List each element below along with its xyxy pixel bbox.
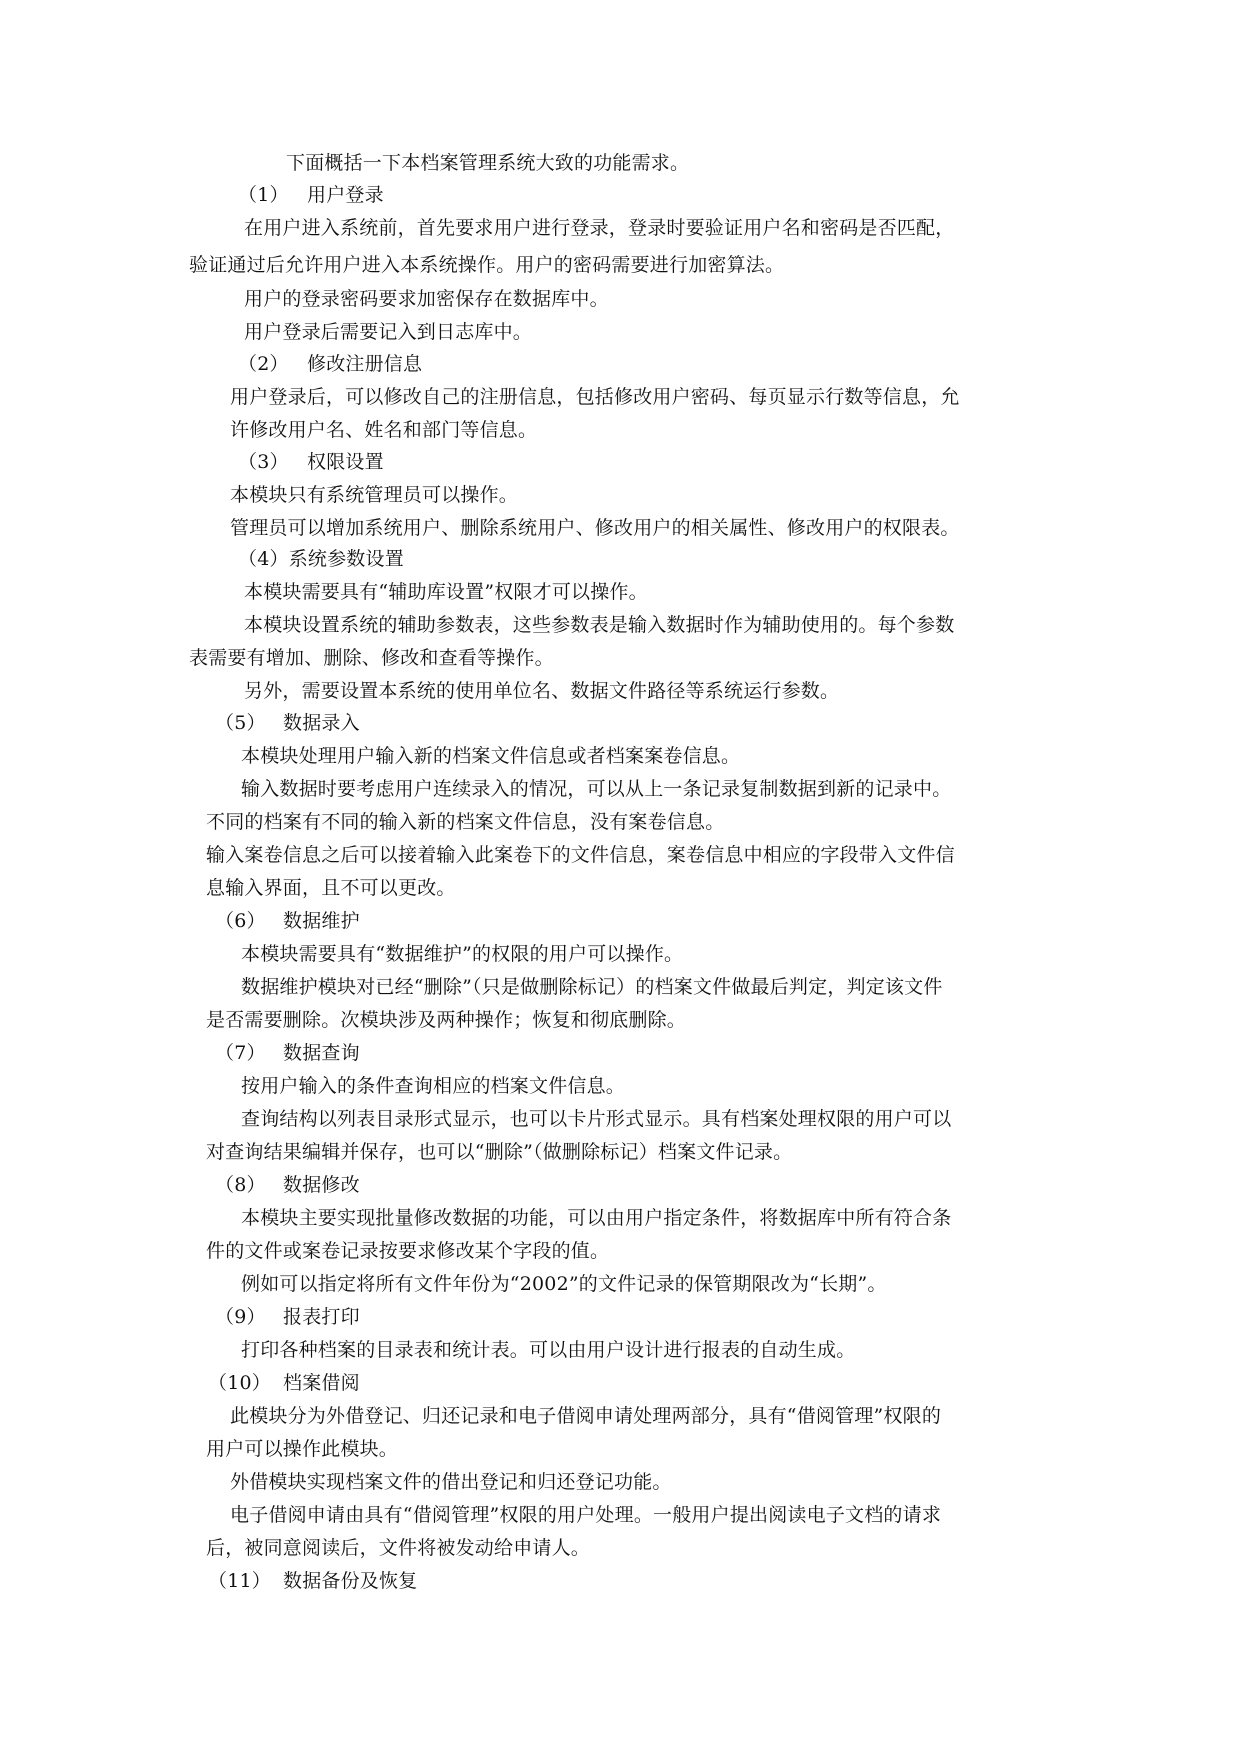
section-3-title: 权限设置 (307, 451, 384, 473)
paragraph-line: 另外，需要设置本系统的使用单位名、数据文件路径等系统运行参数。 (244, 680, 840, 702)
paragraph-line: 在用户进入系统前，首先要求用户进行登录，登录时要验证用户名和密码是否匹配， (244, 217, 955, 239)
paragraph-line: 本模块主要实现批量修改数据的功能，可以由用户指定条件，将数据库中所有符合条 (241, 1207, 952, 1229)
section-10-title: 档案借阅 (283, 1372, 360, 1394)
paragraph-line: 数据维护模块对已经“删除”（只是做删除标记）的档案文件做最后判定，判定该文件 (241, 976, 943, 998)
paragraph-line: 用户登录后，可以修改自己的注册信息，包括修改用户密码、每页显示行数等信息，允 (230, 386, 960, 408)
paragraph-line: 息输入界面，且不可以更改。 (206, 877, 456, 899)
paragraph-line: 用户的登录密码要求加密保存在数据库中。 (244, 288, 609, 310)
section-9-number: （9） (215, 1306, 266, 1328)
paragraph-line: 管理员可以增加系统用户、删除系统用户、修改用户的相关属性、修改用户的权限表。 (230, 517, 960, 539)
section-11-title: 数据备份及恢复 (283, 1570, 418, 1592)
paragraph-line: 件的文件或案卷记录按要求修改某个字段的值。 (206, 1240, 610, 1262)
paragraph-line: 对查询结果编辑并保存，也可以“删除”（做删除标记）档案文件记录。 (206, 1141, 793, 1163)
intro-line: 下面概括一下本档案管理系统大致的功能需求。 (286, 152, 690, 174)
section-8-number: （8） (215, 1174, 266, 1196)
paragraph-line: 本模块需要具有“数据维护”的权限的用户可以操作。 (241, 943, 684, 965)
paragraph-line: 本模块设置系统的辅助参数表，这些参数表是输入数据时作为辅助使用的。每个参数 (244, 614, 955, 636)
section-9-title: 报表打印 (283, 1306, 360, 1328)
paragraph-line: 本模块需要具有“辅助库设置”权限才可以操作。 (244, 581, 648, 603)
section-7-title: 数据查询 (283, 1042, 360, 1064)
section-6-title: 数据维护 (283, 910, 360, 932)
paragraph-line: 电子借阅申请由具有“借阅管理”权限的用户处理。一般用户提出阅读电子文档的请求 (230, 1504, 942, 1526)
paragraph-line: 表需要有增加、删除、修改和查看等操作。 (189, 647, 554, 669)
section-6-number: （6） (215, 910, 266, 932)
paragraph-line: 外借模块实现档案文件的借出登记和归还登记功能。 (230, 1471, 672, 1493)
section-2-title: 修改注册信息 (307, 353, 423, 375)
paragraph-line: 后，被同意阅读后，文件将被发动给申请人。 (206, 1537, 591, 1559)
paragraph-line: 不同的档案有不同的输入新的档案文件信息，没有案卷信息。 (206, 811, 725, 833)
section-8-title: 数据修改 (283, 1174, 360, 1196)
paragraph-line: 打印各种档案的目录表和统计表。可以由用户设计进行报表的自动生成。 (241, 1339, 856, 1361)
paragraph-line: 本模块处理用户输入新的档案文件信息或者档案案卷信息。 (241, 745, 741, 767)
section-1-title: 用户登录 (307, 184, 384, 206)
section-4-heading: （4）系统参数设置 (238, 548, 404, 570)
section-7-number: （7） (215, 1042, 266, 1064)
section-11-number: （11） (208, 1570, 271, 1592)
section-2-number: （2） (238, 353, 289, 375)
paragraph-line: 验证通过后允许用户进入本系统操作。用户的密码需要进行加密算法。 (189, 254, 785, 276)
paragraph-line: 本模块只有系统管理员可以操作。 (230, 484, 519, 506)
section-5-title: 数据录入 (283, 712, 360, 734)
paragraph-line: 例如可以指定将所有文件年份为“2002”的文件记录的保管期限改为“长期”。 (241, 1273, 887, 1295)
paragraph-line: 按用户输入的条件查询相应的档案文件信息。 (241, 1075, 626, 1097)
section-1-number: （1） (238, 184, 289, 206)
paragraph-line: 用户可以操作此模块。 (206, 1438, 399, 1460)
paragraph-line: 此模块分为外借登记、归还记录和电子借阅申请处理两部分，具有“借阅管理”权限的 (230, 1405, 942, 1427)
paragraph-line: 查询结构以列表目录形式显示，也可以卡片形式显示。具有档案处理权限的用户可以 (241, 1108, 952, 1130)
section-3-number: （3） (238, 451, 289, 473)
paragraph-line: 输入案卷信息之后可以接着输入此案卷下的文件信息，案卷信息中相应的字段带入文件信 (206, 844, 955, 866)
paragraph-line: 输入数据时要考虑用户连续录入的情况，可以从上一条记录复制数据到新的记录中。 (241, 778, 952, 800)
paragraph-line: 许修改用户名、姓名和部门等信息。 (230, 419, 538, 441)
section-10-number: （10） (208, 1372, 271, 1394)
paragraph-line: 是否需要删除。次模块涉及两种操作；恢复和彻底删除。 (206, 1009, 687, 1031)
section-5-number: （5） (215, 712, 266, 734)
paragraph-line: 用户登录后需要记入到日志库中。 (244, 321, 533, 343)
